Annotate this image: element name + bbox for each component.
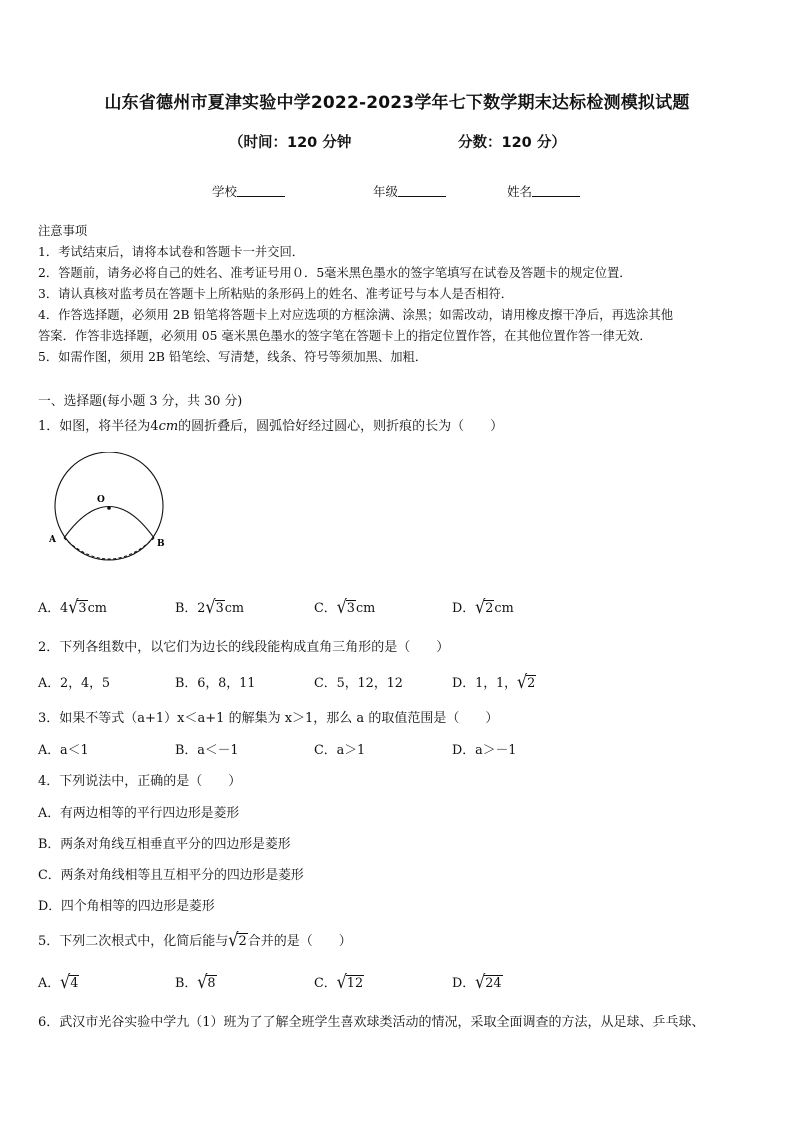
grade-field <box>373 182 446 200</box>
q1-unit: cm <box>158 419 179 434</box>
question-6: 6．武汉市光谷实验中学九（1）班为了了解全班学生喜欢球类活动的情况，采取全面调查的方法，从足球、乒乓球、 <box>38 1015 705 1030</box>
q4-option-c[interactable]: C．两条对角线相等且互相平分的四边形是菱形 <box>38 868 304 883</box>
name-label: 姓名 <box>507 184 533 199</box>
sqrt-icon: √ <box>336 595 347 618</box>
exam-score: 分数：120 分） <box>458 135 566 151</box>
option-value: a＜－1 <box>197 743 239 758</box>
option-letter: B． <box>175 743 198 758</box>
option-coef: 2 <box>197 601 206 616</box>
option-letter: C． <box>314 743 337 758</box>
q1-text-b: 的圆折叠后，圆弧恰好经过圆心，则折痕的长为（ ） <box>178 419 504 434</box>
question-1 <box>38 415 503 434</box>
sqrt-icon: √ <box>516 670 528 693</box>
option-radicand: 24 <box>485 976 502 991</box>
q3-option-c[interactable] <box>314 739 365 758</box>
option-letter: A． <box>38 676 61 691</box>
question-2: 2．下列各组数中，以它们为边长的线段能构成直角三角形的是（ ） <box>38 640 450 655</box>
sqrt-icon: √ <box>68 595 79 618</box>
sqrt-icon: √ <box>60 970 71 993</box>
option-coef: 4 <box>60 601 69 616</box>
option-letter: C． <box>314 676 337 691</box>
q1-figure <box>44 452 174 564</box>
option-value: 1，1， <box>475 676 517 691</box>
option-letter: B． <box>175 676 198 691</box>
option-value: 6，8，11 <box>197 676 256 691</box>
q4-option-d[interactable]: D．四个角相等的四边形是菱形 <box>38 899 215 914</box>
option-letter: D． <box>452 676 476 691</box>
q5-option-d[interactable] <box>452 972 503 991</box>
option-radicand: 12 <box>346 976 364 991</box>
name-blank[interactable] <box>532 184 580 197</box>
school-field <box>212 182 285 200</box>
q1-center-point <box>107 506 111 510</box>
q4-option-b[interactable]: B．两条对角线互相垂直平分的四边形是菱形 <box>38 837 291 852</box>
q2-option-d[interactable] <box>452 672 536 691</box>
option-radicand: 3 <box>215 601 224 616</box>
notice-item: 2．答题前，请务必将自己的姓名、准考证号用０．5毫米黑色墨水的签字笔填写在试卷及答题卡的规定位置． <box>38 266 632 280</box>
option-radicand: 4 <box>70 976 79 991</box>
q3-option-d[interactable] <box>452 739 516 758</box>
q1-option-d[interactable] <box>452 597 514 616</box>
option-unit: cm <box>494 601 514 616</box>
school-blank[interactable] <box>237 184 285 197</box>
q1-option-c[interactable] <box>314 597 375 616</box>
question-4: 4．下列说法中，正确的是（ ） <box>38 774 242 789</box>
q1-dashed-arc <box>64 538 154 559</box>
sqrt-icon: √ <box>197 970 208 993</box>
q1-option-b[interactable] <box>175 597 244 616</box>
option-value: a＞－1 <box>475 743 517 758</box>
option-letter: A． <box>38 743 61 758</box>
option-letter: C． <box>314 976 337 991</box>
sqrt-icon: √ <box>336 970 347 993</box>
option-unit: cm <box>224 601 245 616</box>
notice-item: 1．考试结束后，请将本试卷和答题卡一并交回． <box>38 245 305 259</box>
q3-option-a[interactable] <box>38 739 89 758</box>
option-radicand: 2 <box>527 676 536 691</box>
q1-fold-arc <box>64 507 154 539</box>
option-letter: A． <box>38 976 61 991</box>
q1-text-a: 1．如图，将半径为 <box>38 419 151 434</box>
notice-item: 4．作答选择题，必须用 2B 铅笔将答题卡上对应选项的方框涂满、涂黑；如需改动，请用橡皮擦干净后，再选涂其他 <box>38 308 674 322</box>
section-heading: 一、选择题(每小题 3 分，共 30 分) <box>38 394 243 409</box>
option-value: a＜1 <box>60 743 89 758</box>
option-radicand: 3 <box>346 601 355 616</box>
question-3: 3．如果不等式（a+1）x＜a+1 的解集为 x＞1，那么 a 的取值范围是（ ） <box>38 711 499 726</box>
q1-label-a: A <box>49 535 56 545</box>
grade-blank[interactable] <box>398 184 446 197</box>
q2-option-c[interactable] <box>314 672 403 691</box>
q1-label-b: B <box>157 539 165 549</box>
name-field <box>507 182 580 200</box>
notice-item: 3．请认真核对监考员在答题卡上所粘贴的条形码上的姓名、准考证号与本人是否相符． <box>38 287 514 301</box>
q1-label-o: O <box>97 495 105 505</box>
option-radicand: 3 <box>78 601 87 616</box>
q4-option-a[interactable]: A．有两边相等的平行四边形是菱形 <box>38 806 240 821</box>
notice-item: 5．如需作图，须用 2B 铅笔绘、写清楚，线条、符号等须加黑、加粗． <box>38 350 428 364</box>
sqrt-icon: √ <box>475 970 486 993</box>
q5-text-a: 5．下列二次根式中，化简后能与 <box>38 934 229 949</box>
option-radicand: 2 <box>485 601 494 616</box>
option-letter: C． <box>314 601 337 616</box>
exam-time: （时间：120 分钟 <box>229 135 352 151</box>
option-radicand: 8 <box>207 976 216 991</box>
sqrt-icon: √ <box>228 928 239 951</box>
q2-option-a[interactable] <box>38 672 110 691</box>
q1-option-a[interactable] <box>38 597 107 616</box>
option-letter: D． <box>452 743 476 758</box>
option-letter: D． <box>452 601 476 616</box>
option-letter: B． <box>175 976 198 991</box>
q2-option-b[interactable] <box>175 672 255 691</box>
sqrt-icon: √ <box>205 595 216 618</box>
notice-heading: 注意事项 <box>38 224 88 238</box>
q5-radicand: 2 <box>238 934 247 949</box>
option-value: a＞1 <box>336 743 366 758</box>
option-value: 5，12，12 <box>336 676 403 691</box>
option-unit: cm <box>87 601 107 616</box>
school-label: 学校 <box>212 184 238 199</box>
option-letter: D． <box>452 976 476 991</box>
q3-option-b[interactable] <box>175 739 239 758</box>
option-unit: cm <box>355 601 376 616</box>
notice-item: 答案．作答非选择题，必须用 05 毫米黑色墨水的签字笔在答题卡上的指定位置作答，在其他位置作答一律无效． <box>38 329 652 343</box>
q5-option-c[interactable] <box>314 972 364 991</box>
q1-radius: 4 <box>150 419 159 434</box>
grade-label: 年级 <box>373 184 399 199</box>
page-title: 山东省德州市夏津实验中学2022-2023学年七下数学期末达标检测模拟试题 <box>104 93 690 113</box>
q5-option-b[interactable] <box>175 972 217 991</box>
option-letter: B． <box>175 601 198 616</box>
option-letter: A． <box>38 601 61 616</box>
option-value: 2，4，5 <box>60 676 111 691</box>
sqrt-icon: √ <box>475 595 486 618</box>
q5-option-a[interactable] <box>38 972 79 991</box>
question-5 <box>38 930 352 949</box>
q5-text-b: 合并的是（ ） <box>247 934 352 949</box>
